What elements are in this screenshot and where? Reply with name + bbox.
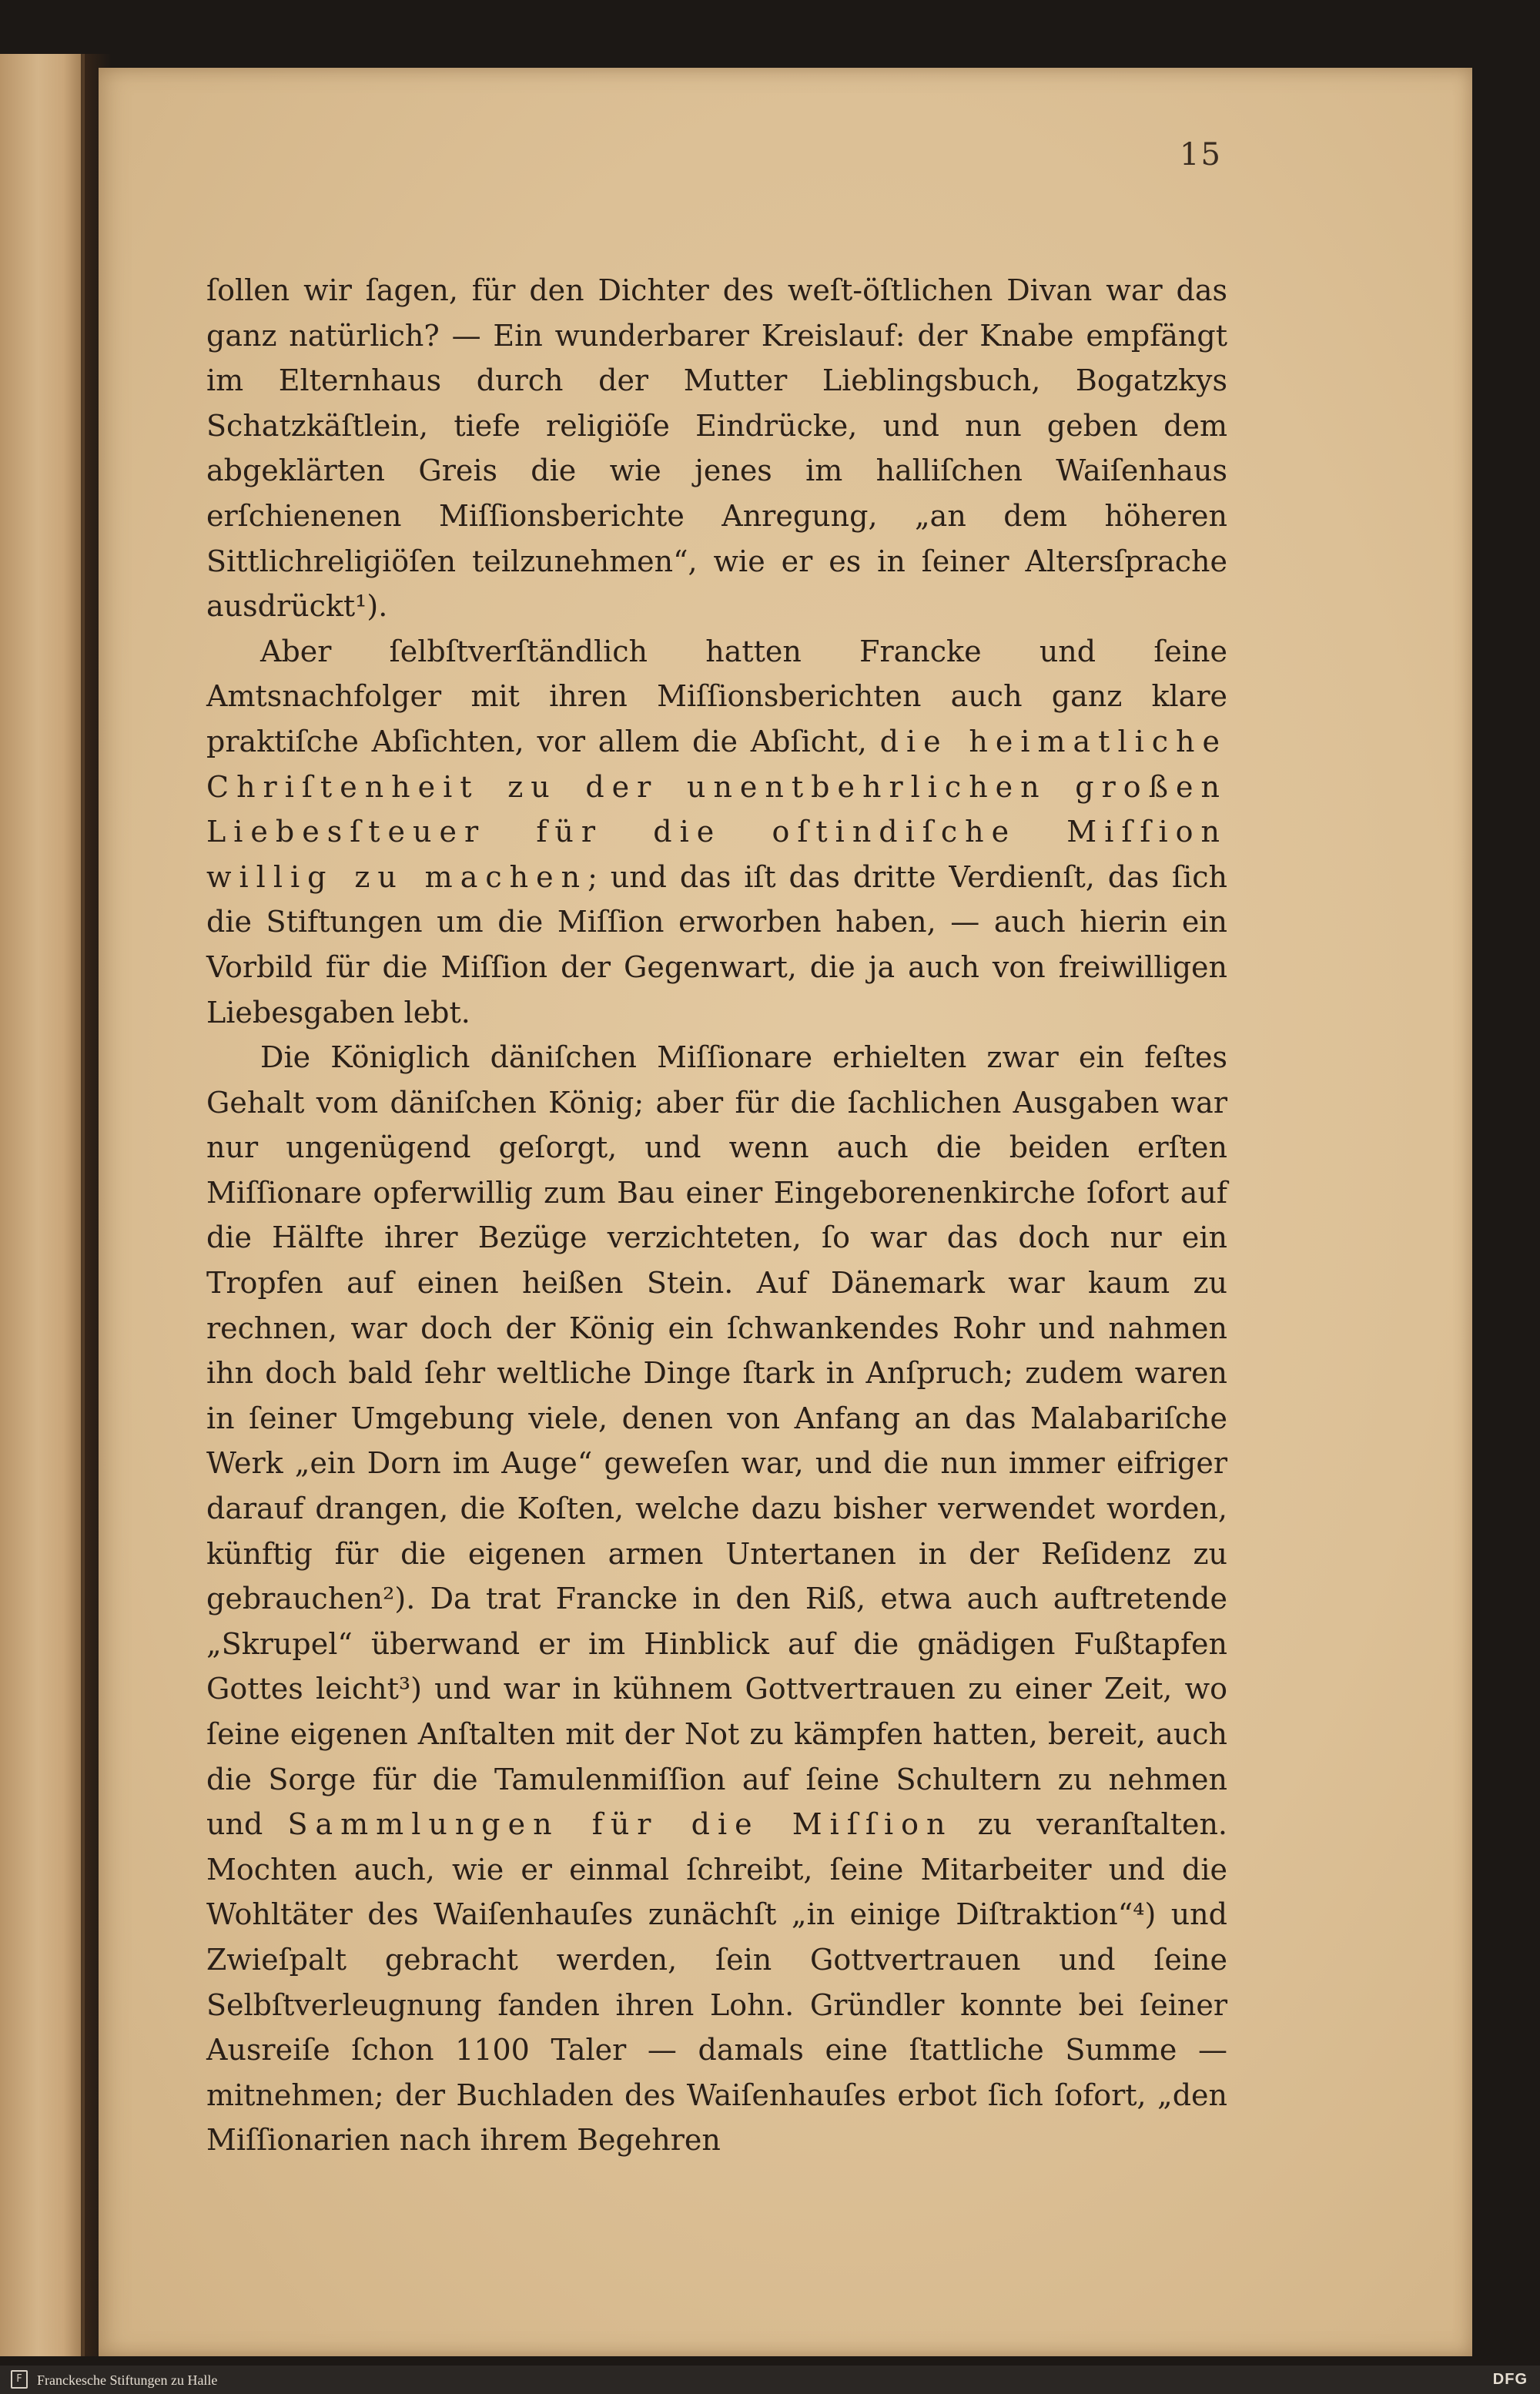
dfg-logo[interactable]: DFG xyxy=(1492,2371,1528,2388)
library-credit[interactable]: Franckesche Stiftungen zu Halle xyxy=(37,2372,218,2388)
paragraph-2-text-after: ; und das iſt das dritte Verdienſt, das ſich die Stiftungen um die Miſſion erworben haben, — auch hierin ein Vorbild für die Miſſion der Gegenwart, die ja auch von freiwilligen Liebesgaben lebt. xyxy=(206,859,1228,1030)
page-number: 15 xyxy=(1180,137,1222,172)
library-logo-icon: F xyxy=(11,2370,28,2389)
paragraph-2 xyxy=(206,629,1227,1035)
paragraph-3-text-before: Die Königlich däniſchen Miſſionare erhielten zwar ein feſtes Gehalt vom däniſchen König; aber für die ſachlichen Ausgaben war nur ungenügend geſorgt, und wenn auch die beiden erſten Miſſionare opferwillig zum Bau einer Eingeborenenkirche ſofort auf die Hälfte ihrer Bezüge verzichteten, ſo war das doch nur ein Tropfen auf einen heißen Stein. Auf Dänemark war kaum zu rechnen, war doch der König ein ſchwankendes Rohr und nahmen ihn doch bald ſehr weltliche Dinge ſtark in Anſpruch; zudem waren in ſeiner Umgebung viele, denen von Anfang an das Malabariſche Werk „ein Dorn im Auge“ geweſen war, und die nun immer eifriger darauf drangen, die Koſten, welche dazu bisher verwendet worden, künftig für die eigenen armen Untertanen in der Reſidenz zu gebrauchen²). Da trat Francke in den Riß, etwa auch auftretende „Skrupel“ überwand er im Hinblick auf die gnädigen Fußtapfen Gottes leicht³) und war in kühnem Gottvertrauen zu einer Zeit, wo ſeine eigenen Anſtalten mit der Not zu kämpfen hatten, bereit, auch die Sorge für die Tamulenmiſſion auf ſeine Schultern zu nehmen und xyxy=(206,1040,1227,1842)
footer-bar xyxy=(0,2366,1540,2394)
paragraph-3-emphasis: Sammlungen für die Miſſion xyxy=(287,1807,953,1842)
paragraph-3 xyxy=(206,1035,1227,2163)
paragraph-1 xyxy=(206,268,1227,629)
page-body-text xyxy=(206,268,1227,2163)
paragraph-2-text-before: Aber ſelbſtverſtändlich hatten Francke und ſeine Amtsnachfolger mit ihren Miſſionsberichten auch ganz klare praktiſche Abſichten, vor allem die Abſicht, xyxy=(206,634,1227,758)
previous-page-edge xyxy=(0,54,85,2356)
paragraph-2-emphasis: die heimatliche Chriſtenheit zu der unentbehrlichen großen Liebesſteuer für die oſtindiſche Miſſion willig zu machen xyxy=(206,724,1228,894)
paragraph-1-text: ſollen wir ſagen, für den Dichter des weſt‑öſtlichen Divan war das ganz natürlich? — Ein wunderbarer Kreislauf: der Knabe empfängt im Elternhaus durch der Mutter Lieblingsbuch, Bogatzkys Schatzkäſtlein, tiefe religiöſe Eindrücke, und nun geben dem abgeklärten Greis die wie jenes im halliſchen Waiſenhaus erſchienenen Miſſionsberichte Anregung, „an dem höheren Sittlichreligiöſen teilzunehmen“, wie er es in ſeiner Altersſprache ausdrückt¹). xyxy=(206,273,1227,624)
paragraph-3-text-after: zu veranſtalten. Mochten auch, wie er einmal ſchreibt, ſeine Mitarbeiter und die Wohltäter des Waiſenhauſes zunächſt „in einige Diſtraktion“⁴) und Zwieſpalt gebracht werden, ſein Gottvertrauen und ſeine Selbſtverleugnung fanden ihren Lohn. Gründler konnte bei ſeiner Ausreiſe ſchon 1100 Taler — damals eine ſtattliche Summe — mitnehmen; der Buchladen des Waiſenhauſes erbot ſich ſofort, „den Miſſionarien nach ihrem Begehren xyxy=(206,1807,1228,2158)
